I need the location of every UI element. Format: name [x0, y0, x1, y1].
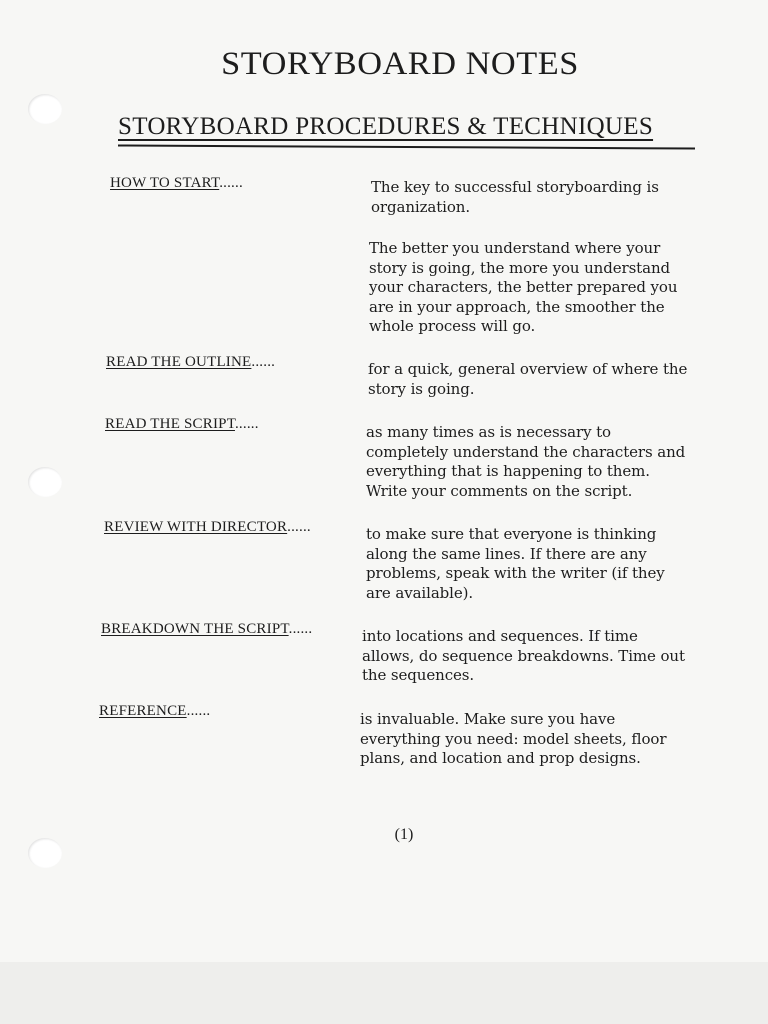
section-label-leader: ......: [288, 621, 313, 637]
section-label-text: HOW TO START: [110, 175, 220, 191]
section-label-text: REFERENCE: [99, 703, 187, 719]
section-label-leader: ......: [234, 416, 259, 432]
punch-hole-middle: [28, 467, 62, 497]
section-text-how-to-start-2: The better you understand where your story is going, the more you understand your characters, the better prepared you are in your approach, the smoother the whole process will go.: [369, 239, 678, 335]
section-label-leader: ......: [219, 175, 243, 191]
section-label-how-to-start: [110, 175, 243, 192]
section-label-text: BREAKDOWN THE SCRIPT: [101, 621, 289, 637]
page-number: (1): [394, 826, 414, 843]
section-label-text: REVIEW WITH DIRECTOR: [104, 519, 288, 535]
section-text-review-with-director: to make sure that everyone is thinking along the same lines. If there are any problems, speak with the writer (if they are available).: [366, 525, 665, 602]
section-text-breakdown-the-script: into locations and sequences. If time allows, do sequence breakdowns. Time out the sequences.: [362, 627, 685, 684]
section-label-text: READ THE SCRIPT: [105, 416, 235, 432]
page-subtitle: STORYBOARD PROCEDURES & TECHNIQUES: [118, 113, 654, 140]
scan-bottom-margin: [0, 962, 768, 1024]
section-label-text: READ THE OUTLINE: [106, 354, 252, 370]
section-label-leader: ......: [287, 519, 311, 535]
section-text-read-the-outline: for a quick, general overview of where the story is going.: [368, 360, 688, 398]
section-label-read-the-outline: [106, 354, 275, 371]
section-label-leader: ......: [251, 354, 276, 370]
subtitle-rule: [118, 144, 695, 149]
section-text-how-to-start-1: The key to successful storyboarding is organization.: [371, 178, 659, 216]
section-text-reference: is invaluable. Make sure you have everything you need: model sheets, floor plans, and location and prop designs.: [360, 710, 667, 767]
section-label-read-the-script: [105, 416, 259, 433]
section-label-review-with-director: [104, 519, 311, 536]
page-title: STORYBOARD NOTES: [221, 46, 579, 82]
punch-hole-top: [28, 94, 62, 124]
section-label-breakdown-the-script: [101, 621, 312, 638]
section-label-reference: [99, 703, 210, 720]
section-label-leader: ......: [186, 703, 211, 719]
section-text-read-the-script: as many times as is necessary to completely understand the characters and everything that is happening to them. Write your comments on the script.: [366, 423, 686, 500]
